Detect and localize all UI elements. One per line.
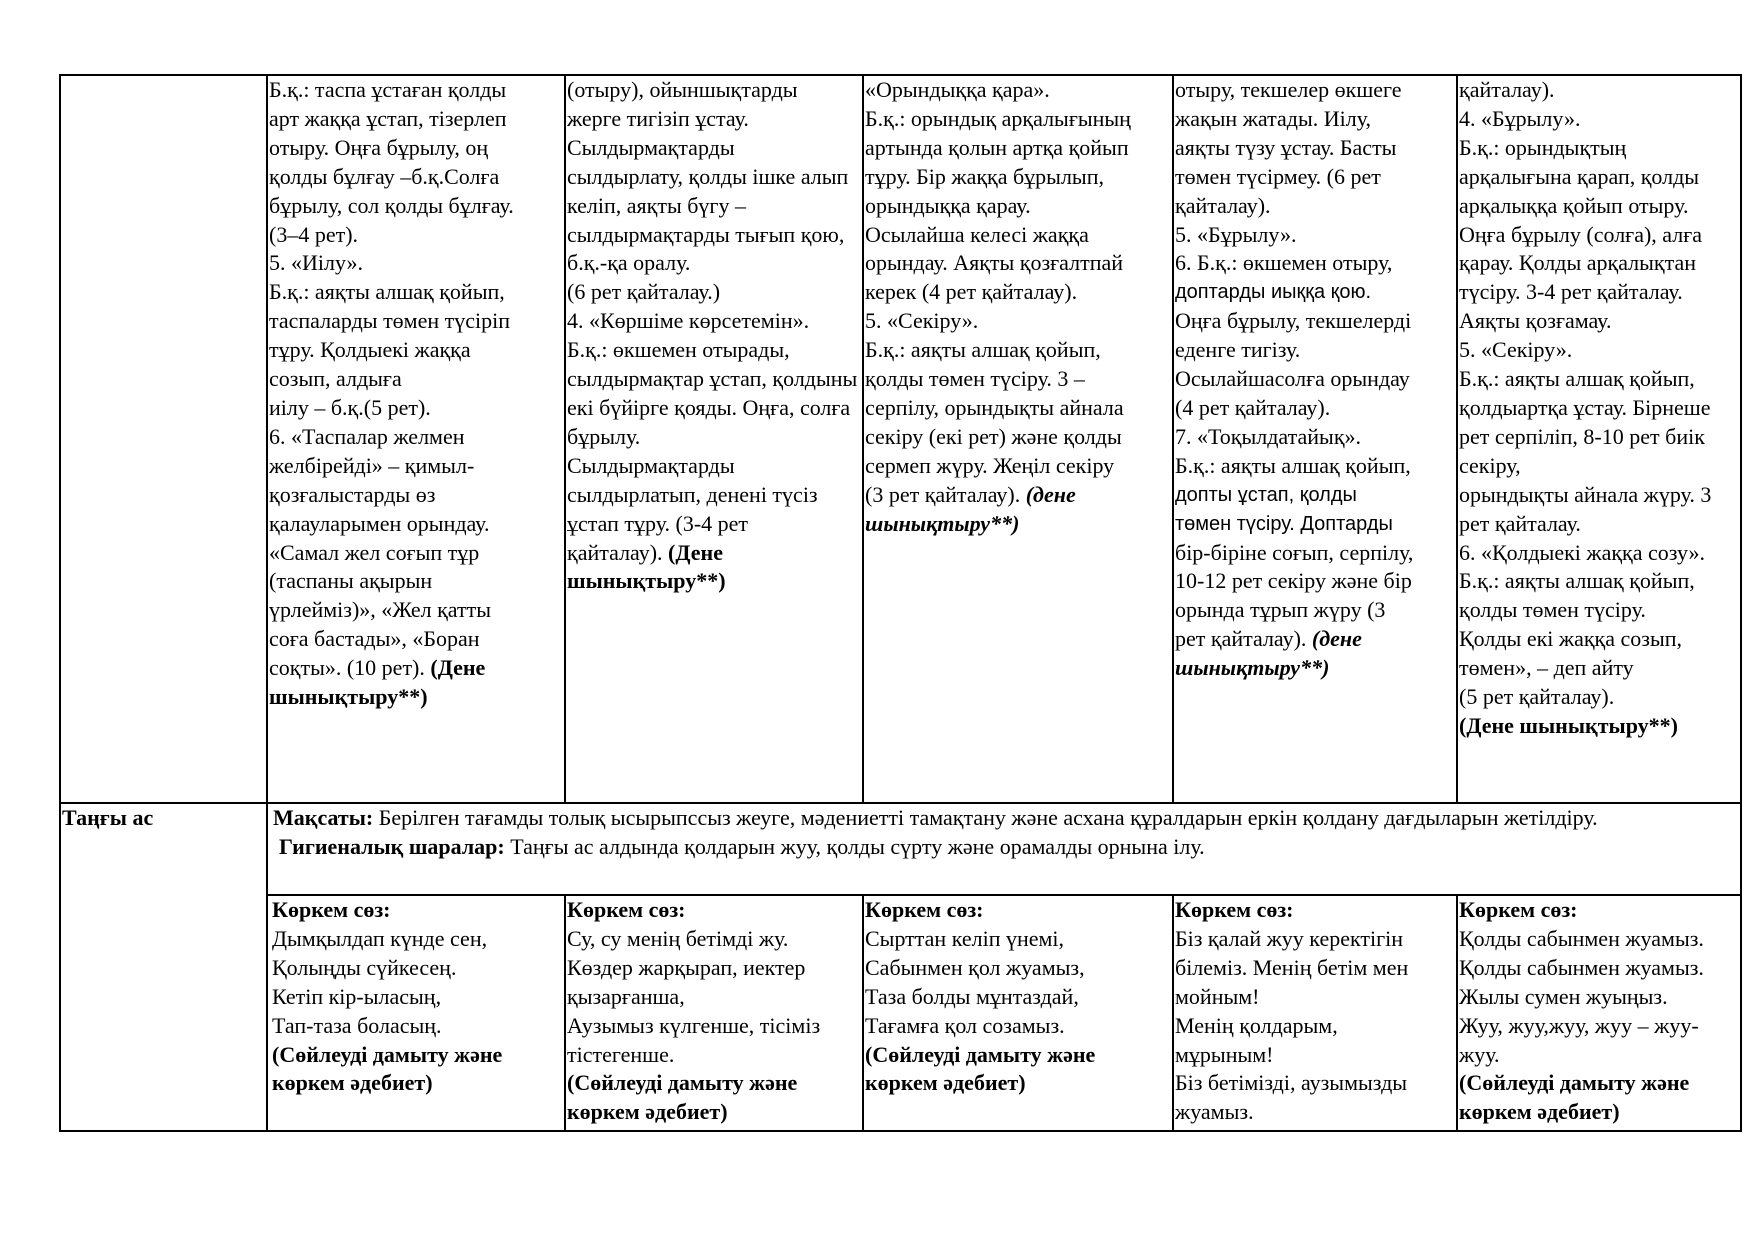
text-line: бір-біріне соғып, серпілу,: [1175, 539, 1414, 565]
text-line: Кетіп кір-ыласың,: [272, 983, 442, 1009]
text-line: допты ұстап, қолды: [1175, 483, 1357, 506]
text-line: 4. «Бұрылу».: [1459, 105, 1581, 131]
text-line: Б.қ.: аяқты алшақ қойып,: [865, 337, 1101, 363]
text-line: доптарды иыққа қою.: [1175, 281, 1372, 304]
text-run: қайталау).: [567, 539, 669, 565]
text-line: Қолды екі жаққа созып,: [1459, 626, 1683, 652]
text-line: Б.қ.: аяқты алшақ қойып,: [269, 279, 505, 305]
hygiene-paragraph: [269, 833, 1740, 862]
text-line: Аузымыз күлгенше, тісіміз: [567, 1012, 821, 1038]
text-line: [865, 481, 1172, 510]
text-line: мұрыным!: [1175, 1041, 1274, 1067]
text-line: Б.қ.: өкшемен отырады,: [567, 337, 790, 363]
text-line: артында қолын артқа қойып: [865, 134, 1129, 160]
exercise-cell-2: [565, 75, 863, 803]
breakfast-poems-row: [60, 895, 1741, 1131]
text-line: қарау. Қолды арқалықтан: [1459, 250, 1697, 276]
text-line: төмен түсіру. Доптарды: [1175, 512, 1393, 535]
text-line: Аяқты қозғамау.: [1459, 308, 1612, 334]
text-line: тұру. Бір жаққа бұрылып,: [865, 163, 1104, 189]
text-line: ұстап тұру. (3-4 рет: [567, 510, 749, 536]
text-line: керек (4 рет қайталау).: [865, 279, 1078, 305]
goal-paragraph: [269, 804, 1740, 833]
text-line: қозғалыстарды өз: [269, 481, 436, 507]
hygiene-label: Гигиеналық шаралар:: [279, 833, 505, 859]
text-line: орындықты айнала жүру. 3: [1459, 481, 1712, 507]
text-line: отыру, текшелер өкшеге: [1175, 77, 1402, 102]
text-line: Осылайшасолға орындау: [1175, 366, 1410, 392]
exercise-cell-3: [863, 75, 1173, 803]
text-line: сылдырлатып, денені түсіз: [567, 481, 818, 507]
text-line: Көркем сөз:: [865, 897, 984, 922]
text-line: б.қ.-қа оралу.: [567, 250, 691, 276]
text-line: Су, су менің бетімді жу.: [567, 925, 789, 951]
text-line: орындау. Аяқты қозғалтпай: [865, 250, 1124, 276]
text-line: (Сөйлеуді дамыту және: [1459, 1070, 1690, 1096]
text-line: көркем әдебиет): [272, 1070, 433, 1096]
text-line: сылдырмақтар ұстап, қолдыны: [567, 366, 858, 392]
breakfast-goal-cell: [267, 803, 1741, 895]
text-line: үрлейміз)», «Жел қатты: [269, 597, 492, 623]
text-line: Тап-таза боласың.: [272, 1012, 442, 1038]
text-line: Жылы сумен жуыңыз.: [1459, 983, 1668, 1009]
text-line: қалауларымен орындау.: [269, 510, 490, 536]
text-line: шынықтыру**): [865, 510, 1020, 536]
text-line: орындыққа қарау.: [865, 192, 1031, 218]
text-line: Біз бетімізді, аузымызды: [1175, 1070, 1408, 1096]
exercise-cell-1: [267, 75, 565, 803]
text-run: рет қайталау).: [1175, 626, 1312, 652]
text-line: сылдырмақтарды тығып қою,: [567, 221, 845, 247]
text-line: бұрылу.: [567, 423, 641, 449]
text-line: 4. «Көршіме көрсетемін».: [567, 308, 810, 334]
text-line: мойным!: [1175, 983, 1260, 1009]
text-line: тістегенше.: [567, 1041, 675, 1067]
text-line: 5. «Бұрылу».: [1175, 221, 1297, 247]
text-line: жуу.: [1459, 1041, 1500, 1067]
text-line: қайталау).: [1459, 77, 1555, 102]
text-line: еденге тигізу.: [1175, 337, 1301, 363]
text-line: (таспаны ақырын: [269, 568, 433, 594]
text-line: 5. «Секіру».: [865, 308, 979, 334]
text-line: Көркем сөз:: [567, 897, 686, 922]
poem-cell-2: [565, 895, 863, 1131]
text-line: қайталау).: [1175, 192, 1271, 218]
text-line: соға бастады», «Боран: [269, 626, 480, 652]
exercise-cell-5: [1457, 75, 1741, 803]
text-line: (отыру), ойыншықтарды: [567, 77, 798, 102]
text-line: аяқты түзу ұстау. Басты: [1175, 134, 1397, 160]
text-line: сермеп жүру. Жеңіл секіру: [865, 452, 1115, 478]
goal-label: Мақсаты:: [273, 805, 374, 830]
text-line: арқалығына қарап, қолды: [1459, 163, 1700, 189]
text-line: серпілу, орындықты айнала: [865, 394, 1124, 420]
text-line: (3–4 рет).: [269, 221, 359, 247]
text-line: иілу – б.қ.(5 рет).: [269, 394, 431, 420]
text-line: төмен түсірмеу. (6 рет: [1175, 163, 1381, 189]
text-run: (3 рет қайталау).: [865, 481, 1026, 507]
text-line: «Орындыққа қара».: [865, 77, 1050, 102]
text-line: «Самал жел соғып тұр: [269, 539, 480, 565]
text-run: соқты». (10 рет).: [269, 655, 431, 681]
poem-cell-5: [1457, 895, 1741, 1131]
text-line: Б.қ.: аяқты алшақ қойып,: [1459, 568, 1695, 594]
text-line: Көркем сөз:: [1459, 897, 1578, 922]
hygiene-text: Таңғы ас алдында қолдарын жуу, қолды сүрту және орамалды орнына ілу.: [504, 833, 1205, 859]
text-line: (Сөйлеуді дамыту және: [567, 1070, 798, 1096]
text-line: Оңға бұрылу, текшелерді: [1175, 308, 1412, 334]
text-line: көркем әдебиет): [567, 1099, 728, 1125]
text-line: Сылдырмақтарды: [567, 452, 735, 478]
daily-plan-table: [59, 74, 1742, 1132]
text-line: Б.қ.: аяқты алшақ қойып,: [1175, 452, 1411, 478]
text-line: жерге тигізіп ұстау.: [567, 105, 749, 131]
text-line: отыру. Оңға бұрылу, оң: [269, 134, 489, 160]
text-line: желбірейді» – қимыл-: [269, 452, 475, 478]
text-line: 6. «Қолдыекі жаққа созу».: [1459, 539, 1706, 565]
text-line: түсіру. 3-4 рет қайталау.: [1459, 279, 1683, 305]
text-line: Көздер жарқырап, иектер: [567, 954, 806, 980]
text-emphasis: (дене: [1025, 481, 1076, 507]
text-line: 5. «Секіру».: [1459, 337, 1573, 363]
text-line: Сырттан келіп үнемі,: [865, 925, 1065, 951]
text-line: екі бүйірге қояды. Оңға, солға: [567, 394, 851, 420]
text-line: арт жаққа ұстап, тізерлеп: [269, 105, 507, 131]
text-line: қолды бұлғау –б.қ.Солға: [269, 163, 500, 189]
text-line: таспаларды төмен түсіріп: [269, 308, 511, 334]
breakfast-goal-row: [60, 803, 1741, 895]
text-line: көркем әдебиет): [865, 1070, 1026, 1096]
text-line: 7. «Тоқылдатайық».: [1175, 423, 1362, 449]
exercise-cell-4: [1173, 75, 1457, 803]
text-line: шынықтыру**): [269, 684, 428, 710]
poem-cell-4: [1173, 895, 1457, 1131]
text-emphasis: (дене: [1311, 626, 1362, 652]
text-line: рет қайталау.: [1459, 510, 1581, 536]
text-line: Дымқылдап күнде сен,: [272, 925, 488, 951]
text-line: Осылайша келесі жаққа: [865, 221, 1089, 247]
text-line: сылдырлату, қолды ішке алып: [567, 163, 849, 189]
text-line: Сабынмен қол жуамыз,: [865, 954, 1085, 980]
text-line: Қолды сабынмен жуамыз.: [1459, 954, 1704, 980]
text-line: шынықтыру**): [567, 568, 726, 594]
text-emphasis: (Дене: [668, 539, 723, 565]
text-emphasis: (Дене: [430, 655, 486, 681]
text-line: Б.қ.: аяқты алшақ қойып,: [1459, 366, 1695, 392]
text-line: Сылдырмақтарды: [567, 134, 735, 160]
text-line: 10-12 рет секіру және бір: [1175, 568, 1412, 594]
text-line: қызарғанша,: [567, 983, 685, 1009]
text-line: секіру (екі рет) және қолды: [865, 423, 1122, 449]
text-line: (5 рет қайталау).: [1459, 684, 1615, 710]
text-line: секіру,: [1459, 452, 1521, 478]
text-line: арқалыққа қойып отыру.: [1459, 192, 1689, 218]
text-line: (4 рет қайталау).: [1175, 394, 1331, 420]
breakfast-label: Таңғы ас: [60, 803, 267, 1131]
text-line: көркем әдебиет): [1459, 1099, 1620, 1125]
text-line: (Сөйлеуді дамыту және: [865, 1041, 1096, 1067]
poem-cell-3: [863, 895, 1173, 1131]
text-line: созып, алдыға: [269, 366, 402, 392]
text-line: келіп, аяқты бүгу –: [567, 192, 746, 218]
text-line: жақын жатады. Иілу,: [1175, 105, 1372, 131]
text-line: Біз қалай жуу керектігін: [1175, 925, 1404, 951]
text-line: бұрылу, сол қолды бұлғау.: [269, 192, 514, 218]
text-line: (Сөйлеуді дамыту және: [272, 1041, 503, 1067]
text-line: Б.қ.: таспа ұстаған қолды: [269, 77, 507, 102]
text-line: төмен», – деп айту: [1459, 655, 1634, 681]
text-line: 6. Б.қ.: өкшемен отыру,: [1175, 250, 1393, 276]
text-line: Қолды сабынмен жуамыз.: [1459, 925, 1704, 951]
exercise-label-cell: [60, 75, 267, 803]
text-line: рет серпіліп, 8-10 рет биік: [1459, 423, 1705, 449]
text-line: 6. «Таспалар желмен: [269, 423, 465, 449]
text-line: Көркем сөз:: [272, 897, 391, 922]
text-line: Б.қ.: орындық арқалығының: [865, 105, 1131, 131]
poem-cell-1: [267, 895, 565, 1131]
text-line: шынықтыру**): [1175, 655, 1330, 681]
text-line: [269, 654, 564, 683]
text-line: білеміз. Менің бетім мен: [1175, 954, 1409, 980]
text-line: (6 рет қайталау.): [567, 279, 721, 305]
text-line: қолды төмен түсіру. 3 –: [865, 366, 1085, 392]
text-line: Көркем сөз:: [1175, 897, 1294, 922]
text-line: Таза болды мұнтаздай,: [865, 983, 1079, 1009]
text-line: [1175, 625, 1456, 654]
text-line: орында тұрып жүру (3: [1175, 597, 1386, 623]
exercise-row: [60, 75, 1741, 803]
text-line: жуамыз.: [1175, 1099, 1254, 1125]
text-line: 5. «Иілу».: [269, 250, 364, 276]
text-line: тұру. Қолдыекі жаққа: [269, 337, 471, 363]
text-line: Тағамға қол созамыз.: [865, 1012, 1065, 1038]
goal-text: Берілген тағамды толық ысырыпссыз жеуге, мәдениетті тамақтану және асхана құралдарын еркін қолдану дағдыларын жетілдіру.: [373, 805, 1598, 830]
text-line: қолды төмен түсіру.: [1459, 597, 1646, 623]
text-line: Жуу, жуу,жуу, жуу – жуу-: [1459, 1012, 1699, 1038]
text-line: Менің қолдарым,: [1175, 1012, 1338, 1038]
text-line: (Дене шынықтыру**): [1459, 712, 1678, 738]
text-line: қолдыартқа ұстау. Бірнеше: [1459, 394, 1711, 420]
text-line: Қолыңды сүйкесең.: [272, 954, 457, 980]
text-line: [567, 539, 862, 568]
text-line: Б.қ.: орындықтың: [1459, 134, 1627, 160]
text-line: Оңға бұрылу (солға), алға: [1459, 221, 1703, 247]
